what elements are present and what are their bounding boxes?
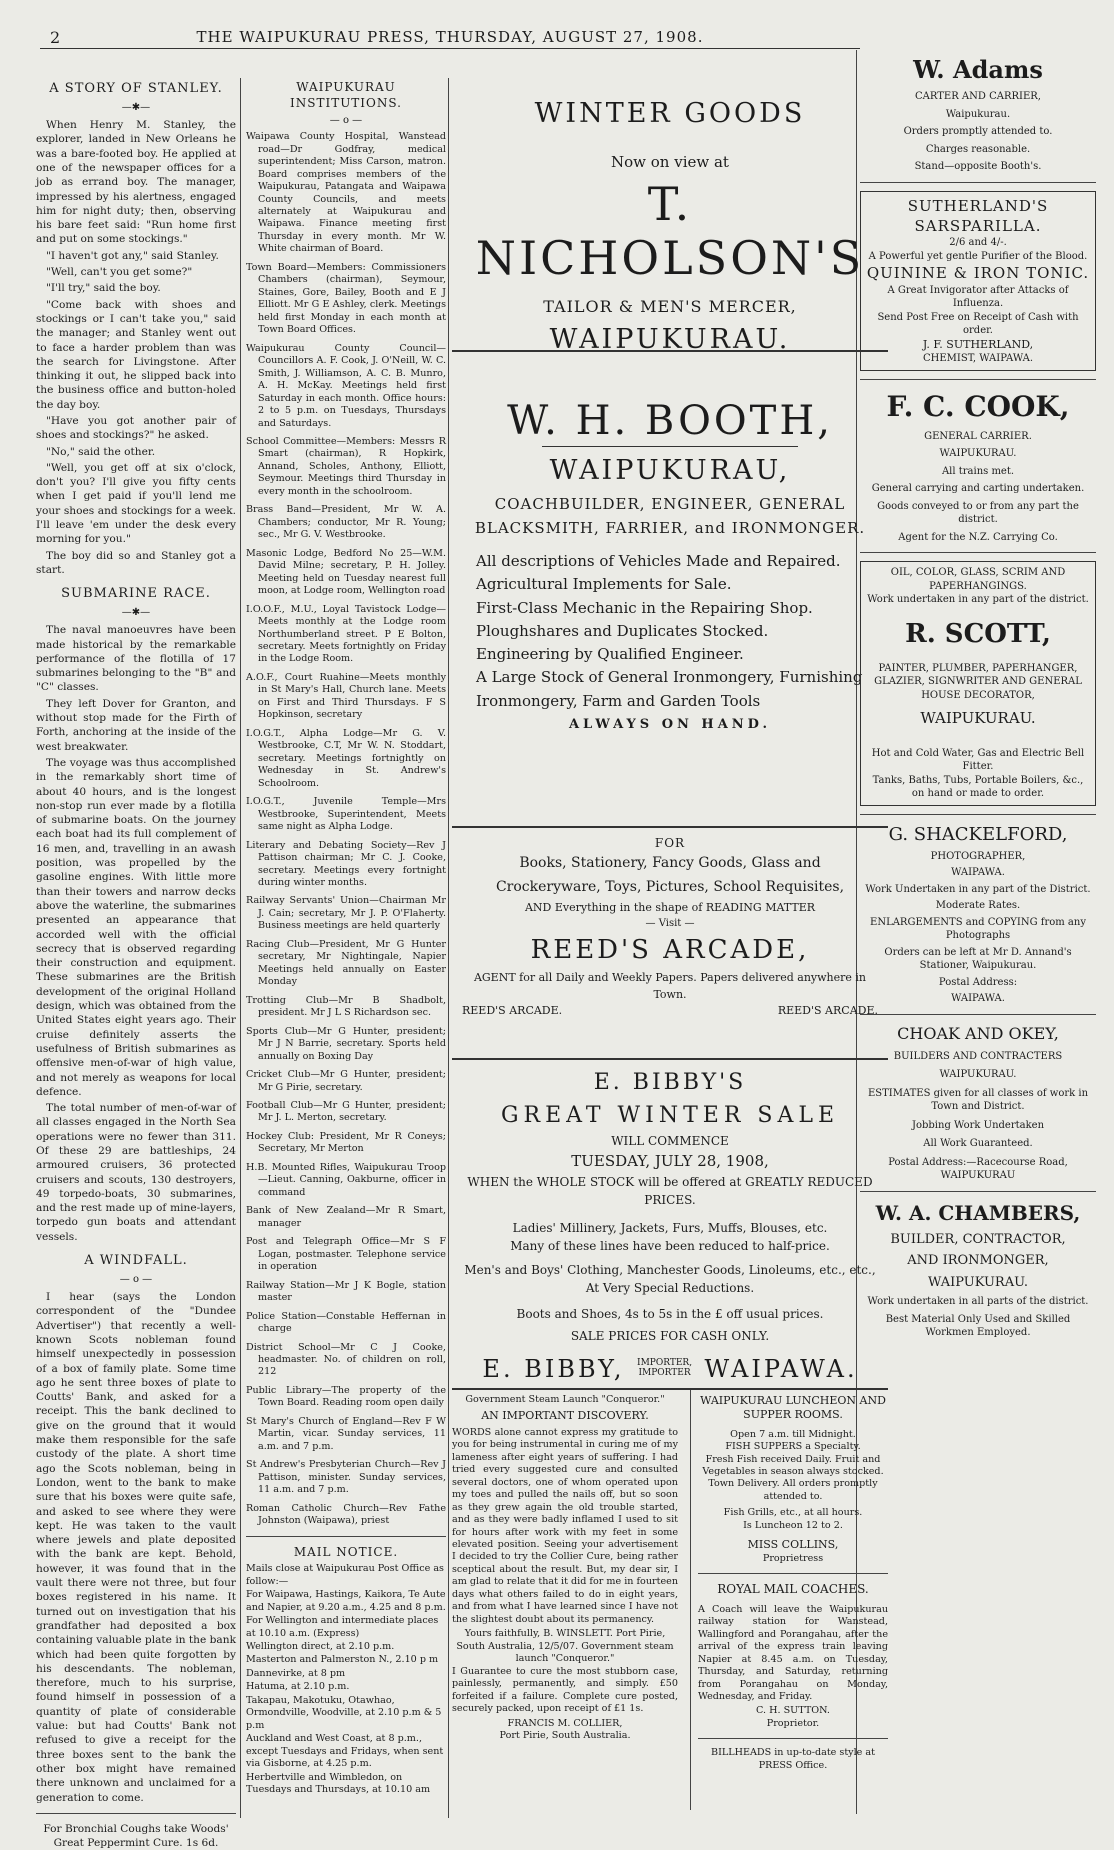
text: PAINTER, PLUMBER, PAPERHANGER, GLAZIER, SIGNWRITER AND GENERAL HOUSE DECORATOR, (874, 662, 1082, 701)
headline: GREAT WINTER SALE (500, 1103, 840, 1128)
text: BILLHEADS in up-to-date style at PRESS Office. (711, 1747, 875, 1771)
institution-entry: Town Board—Members: Commissioners Chambers (chairman), Seymour, Staines, Gore, Bailey, Booth and E J Elliott. Mr G E Ashley, clerk. Meetings held first Monday in each month at Town Board Offices. (246, 261, 446, 336)
institution-entry: St Andrew's Presbyterian Church—Rev J Pattison, minister. Sunday services, 11 a.m. and 7 p.m. (246, 1459, 446, 1496)
ornament: —✱— (121, 606, 151, 618)
text: Now on view at (611, 153, 729, 171)
divider (860, 552, 1096, 553)
divider (860, 1014, 1096, 1015)
text: All Work Guaranteed. (923, 1138, 1033, 1150)
text: W. A. CHAMBERS, (875, 1200, 1081, 1225)
item: First-Class Mechanic in the Repairing Shop. (476, 598, 813, 617)
text: Work undertaken in all parts of the district. (867, 1296, 1089, 1308)
text: CHEMIST, WAIPAWA. (922, 353, 1034, 365)
mail-line: Masterton and Palmerston N., 2.10 p m (246, 1654, 439, 1666)
institution-entry: I.O.G.T., Juvenile Temple—Mrs Westbrooke, Superintendent, Meets same night as Alpha Lodge. (246, 796, 446, 833)
text: Goods conveyed to or from any part the district. (877, 500, 1079, 526)
text: Send Post Free on Receipt of Cash with order. (877, 311, 1079, 337)
divider (860, 182, 1096, 183)
institution-entry: Sports Club—Mr G Hunter, president; Mr J N Barrie, secretary. Sports held annually on Boxing Day (246, 1025, 446, 1062)
text: J. F. SUTHERLAND, (922, 337, 1034, 351)
advert-chambers (860, 1200, 1096, 1340)
text: General carrying and carting undertaken. (871, 483, 1085, 495)
text: Proprietor. (766, 1717, 820, 1729)
mail-line: Mails close at Waipukurau Post Office as follow:— (246, 1563, 444, 1587)
text: TUESDAY, JULY 28, 1908, (571, 1152, 769, 1170)
mail-line: For Wellington and intermediate places at 10.10 a.m. (Express) (246, 1615, 439, 1639)
column-rule (240, 78, 241, 1818)
text: AND IRONMONGER, (907, 1253, 1049, 1269)
advert-shackelford (860, 823, 1096, 1006)
text: WAIPAWA. (951, 993, 1005, 1005)
text: Open 7 a.m. till Midnight. (730, 1428, 856, 1440)
text: R. SCOTT, (905, 618, 1051, 649)
divider (246, 1536, 446, 1537)
text: QUININE & IRON TONIC. (866, 264, 1090, 283)
headline: W. H. BOOTH, (507, 398, 833, 444)
mail-line: Herbertville and Wimbledon, on Tuesdays and Thursdays, at 10.10 am (246, 1771, 431, 1796)
text: Charges reasonable. (925, 143, 1031, 155)
article-title: SUBMARINE RACE. (61, 586, 211, 602)
text: WAIPUKURAU LUNCHEON AND SUPPER ROOMS. (700, 1394, 886, 1422)
paragraph: "I haven't got any," said Stanley. (46, 249, 219, 262)
text: WHEN the WHOLE STOCK will be offered at GREATLY REDUCED PRICES. (467, 1174, 873, 1207)
column-2 (246, 78, 446, 1813)
text: Many of these lines have been reduced to half-price. (510, 1238, 830, 1253)
mail-line: Hatuma, at 2.10 p.m. (246, 1681, 350, 1693)
column-4 (860, 54, 1096, 1814)
institutions-list (246, 131, 446, 1527)
text: Port Pirie, South Australia. (499, 1730, 631, 1742)
divider (860, 379, 1096, 380)
text: WAIPUKURAU. (939, 448, 1017, 460)
text: MISS COLLINS, (747, 1538, 839, 1552)
institution-entry: Cricket Club—Mr G Hunter, president; Mr G Pirie, secretary. (246, 1069, 446, 1093)
divider (452, 826, 888, 828)
text: Hot and Cold Water, Gas and Electric Bell Fitter. (871, 747, 1085, 773)
institution-entry: I.O.O.F., M.U., Loyal Tavistock Lodge—Meets monthly at the Lodge room Northumberland street. P E Bolton, secretary. Meets fortnightly on Friday in the Lodge Room. (246, 603, 446, 665)
text: WAIPAWA. (951, 867, 1005, 879)
text: CARTER AND CARRIER, (915, 91, 1041, 103)
institution-entry: Post and Telegraph Office—Mr S F Logan, postmaster. Telephone service in operation (246, 1236, 446, 1273)
institution-entry: H.B. Mounted Rifles, Waipukurau Troop—Lieut. Canning, Oakburne, officer in command (246, 1161, 446, 1198)
column-rule (448, 78, 449, 1818)
text: WILL COMMENCE (611, 1134, 729, 1148)
headline: E. BIBBY'S (593, 1070, 747, 1095)
paragraph: "Well, can't you get some?" (46, 266, 193, 279)
institution-entry: Waipawa County Hospital, Wanstead road—Dr Godfray, medical superintendent; Miss Carson, matron. Board comprises members of the Waipukurau, Patangata and Waipawa County Councils, and meets alternately at Waipukurau and Waipawa. Finance meeting first Thursday in every month. Mr W. White chairman of Board. (246, 131, 446, 255)
article-body (36, 118, 236, 577)
text: Boots and Shoes, 4s to 5s in the £ off usual prices. (516, 1306, 824, 1321)
paragraph: The voyage was thus accomplished in the remarkably short time of about 40 hours, and is the longest non-stop run ever made by a flotilla of submarine boats. On the journey each boat had its full complement of 16 men, and, travelling in an awash position, was propelled by the gasoline engines. With little more than their towers and narrow decks above the waterline, the submarines presented an appearance that accorded well with the official secrecy that is observed regarding their construction and equipment. These submarines are the British development of the original Holland design, which was obtained from the United States eight years ago. Their cruise definitely asserts the usefulness of British submarines as offensive men-of-war of high value, and not merely as weapons for local defence. (36, 756, 236, 1098)
text: ESTIMATES given for all classes of work in Town and District. (867, 1087, 1089, 1113)
text: Moderate Rates. (935, 900, 1021, 912)
masthead-title: THE WAIPUKURAU PRESS, THURSDAY, AUGUST 27, 1908. (196, 28, 704, 46)
column-1 (36, 78, 236, 1850)
institution-entry: Literary and Debating Society—Rev J Pattison chairman; Mr C. J. Cooke, secretary. Meetings every fortnight during winter months. (246, 839, 446, 888)
item-list (452, 550, 888, 713)
column-rule (690, 1390, 691, 1810)
mail-line: Dannevirke, at 8 pm (246, 1667, 346, 1679)
text: I Guarantee to cure the most stubborn case, painlessly, permanently, and simply. £50 forfeited if a failure. Complete cure posted, securely packed, upon receipt of £1 1s. (452, 1665, 678, 1715)
text: SUTHERLAND'S SARSPARILLA. (907, 196, 1049, 236)
advert-collier (452, 1394, 678, 1742)
text: Best Material Only Used and Skilled Workmen Employed. (885, 1313, 1071, 1339)
institution-entry: Football Club—Mr G Hunter, president; Mr J. L. Merton, secretary. (246, 1100, 446, 1124)
advert-scott (860, 561, 1096, 805)
article-title: MAIL NOTICE. (293, 1544, 399, 1559)
mail-line: For Waipawa, Hastings, Kaikora, Te Aute and Napier, at 9.20 a.m., 4.25 and 8 p.m. (246, 1589, 446, 1613)
text: All trains met. (941, 465, 1015, 477)
headline: WINTER GOODS (534, 98, 806, 129)
item: A Large Stock of General Ironmongery, Furnishing Ironmongery, Farm and Garden Tools (476, 668, 863, 710)
text: Orders promptly attended to. (903, 126, 1053, 138)
item: Ploughshares and Duplicates Stocked. (476, 621, 769, 640)
text: Waipukurau. (945, 108, 1011, 120)
column-3 (452, 58, 888, 1813)
article-title: WAIPUKURAU INSTITUTIONS. (289, 80, 402, 110)
divider (452, 350, 888, 352)
testimonial: WORDS alone cannot express my gratitude to you for being instrumental in curing me of my lameness after eight years of suffering. I had tried every suggested cure and consulted several doctors, one of whom operated upon my toes and pulled the nails off, but so soon as they grew again the old trouble started, and as they were badly inflamed I used to sit for hours after work with my feet in some elevated position. Seeing your advertisement I decided to try the Collier Cure, being rather sceptical about the result. But, my dear sir, I am glad to relate that it did for me in fourteen days what others failed to do in eight years, and from what I have learned since I have not the slightest doubt about its permanency. (452, 1426, 678, 1625)
text: — Visit — (645, 918, 695, 930)
paragraph: They left Dover for Granton, and without stop made for the Firth of Forth, anchoring at the inside of the west breakwater. (36, 697, 236, 753)
advert-bibby (452, 1066, 888, 1387)
paragraph: "I'll try," said the boy. (46, 282, 161, 295)
advert-reed (452, 834, 888, 1020)
advert-nicholson (452, 98, 888, 355)
text: Proprietress (762, 1552, 824, 1564)
institution-entry: Waipukurau County Council—Councillors A. F. Cook, J. O'Neill, W. C. Smith, J. Williamson, A. C. B. Munro, A. H. McKay. Meetings held first Saturday in each month. Office hours: 2 to 5 p.m. on Tuesdays, Thursdays and Saturdays. (246, 342, 446, 429)
text: C. H. SUTTON. (756, 1705, 830, 1717)
paragraph: When Henry M. Stanley, the explorer, landed in New Orleans he was a bare-footed boy. He applied at one of the newspaper offices for a job as errand boy. The manager, impressed by his alertness, engaged him for night duty; then, observing his bare feet said: "Run home first and put on some stockings." (36, 119, 236, 246)
text: Work Undertaken in any part of the District. (865, 883, 1091, 895)
text: WAIPUKURAU. (939, 1069, 1017, 1081)
text: Jobbing Work Undertaken (911, 1119, 1045, 1131)
text: FRANCIS M. COLLIER, (507, 1717, 623, 1729)
institution-entry: School Committee—Members: Messrs R Smart (chairman), R Hopkirk, Annand, Scholes, Anthony, Elliott, Seymour. Meetings third Thursday in every month in the schoolroom. (246, 435, 446, 497)
paragraph: "No," said the other. (46, 445, 156, 458)
advert-cook (860, 388, 1096, 544)
text: Postal Address:—Racecourse Road, WAIPUKURAU (888, 1156, 1068, 1182)
text: Men's and Boys' Clothing, Manchester Goods, Linoleums, etc., etc., (464, 1262, 876, 1277)
institution-entry: Brass Band—President, Mr W. A. Chambers; conductor, Mr R. Young; sec., Mr G. V. Westbrooke. (246, 504, 446, 541)
text: Books, Stationery, Fancy Goods, Glass and Crockeryware, Toys, Pictures, School Requisites, (495, 855, 845, 895)
advert-choak-okey (860, 1023, 1096, 1183)
institution-entry: A.O.F., Court Ruahine—Meets monthly in St Mary's Hall, Church lane. Meets on First and Third Thursdays. F S Hopkinson, secretary (246, 671, 446, 721)
institution-entry: Racing Club—President, Mr G Hunter secretary, Mr Nightingale, Napier Meetings held annually on Easter Monday (246, 938, 446, 988)
headline: WAIPUKURAU. (549, 324, 791, 355)
paragraph: The total number of men-of-war of all classes engaged in the North Sea operations were no fewer than 311. Of these 29 are battleships, 24 armoured cruisers, 36 protected cruisers and scouts, 130 destroyers, 49 torpedo-boats, 30 submarines, and the rest made up of mine-layers, torpedo gun boats and attendant vessels. (36, 1102, 236, 1243)
divider (452, 1058, 888, 1060)
text: Yours faithfully, B. WINSLETT. Port Pirie, South Australia, 12/5/07. Government steam launch "Conqueror." (456, 1628, 674, 1665)
institution-entry: Bank of New Zealand—Mr R Smart, manager (246, 1205, 446, 1229)
article-title: A STORY OF STANLEY. (49, 81, 223, 96)
article-title: A WINDFALL. (84, 1253, 188, 1269)
text: ROYAL MAIL COACHES. (717, 1582, 869, 1597)
institution-entry: I.O.G.T., Alpha Lodge—Mr G. V. Westbrooke, C.T, Mr W. N. Stoddart, secretary. Meetings fortnightly on Wednesday in St. Andrew's Schoolroom. (246, 727, 446, 789)
text: G. SHACKELFORD, (888, 823, 1068, 845)
text: F. C. COOK, (886, 389, 1070, 423)
text: TAILOR & MEN'S MERCER, (543, 297, 797, 316)
institution-entry: St Mary's Church of England—Rev F W Martin, vicar. Sunday services, 11 a.m. and 7 p.m. (246, 1415, 446, 1452)
underline (542, 446, 798, 447)
divider (36, 1813, 236, 1814)
divider (860, 1191, 1096, 1192)
text: Is Luncheon 12 to 2. (743, 1519, 843, 1531)
text: CHOAK AND OKEY, (897, 1023, 1059, 1043)
institution-entry: Railway Station—Mr J K Bogle, station master (246, 1279, 446, 1304)
text: REED'S ARCADE. (777, 1004, 878, 1018)
text: A Powerful yet gentle Purifier of the Blood. (868, 250, 1088, 262)
institution-entry: Trotting Club—Mr B Shadbolt, president. Mr J L S Richardson sec. (246, 994, 446, 1019)
text: WAIPUKURAU. (928, 1274, 1028, 1290)
mail-list (246, 1563, 446, 1796)
text: WAIPUKURAU. (920, 709, 1036, 728)
text: A Coach will leave the Waipukurau railway station for Wanstead, Wallingford and Porangahau, after the arrival of the express train leaving Napier at 8.45 a.m. on Tuesday, Thursday, and Saturday, returning from Porangahau on Monday, Wednesday, and Friday. (698, 1603, 888, 1702)
article-body (36, 1290, 236, 1805)
mail-line: Auckland and West Coast, at 8 p.m., except Tuesdays and Fridays, when sent via Gisborne, at 4.25 p.m. (246, 1733, 444, 1770)
page-number: 2 (50, 28, 61, 47)
ornament: — o — (329, 115, 363, 127)
divider (860, 814, 1096, 815)
text: REED'S ARCADE. (462, 1004, 563, 1018)
paragraph: The boy did so and Stanley got a start. (36, 549, 236, 576)
text: PHOTOGRAPHER, (930, 850, 1026, 862)
institution-entry: Roman Catholic Church—Rev Fathe Johnston (Waipawa), priest (246, 1502, 446, 1527)
text: AGENT for all Daily and Weekly Papers. Papers delivered anywhere in Town. (473, 971, 867, 1001)
text: At Very Special Reductions. (585, 1280, 755, 1295)
institution-entry: Masonic Lodge, Bedford No 25—W.M. David Milne; secretary, P. H. Jolley. Meeting held on Tuesday nearest full moon, at Lodge room, Wellington road (246, 547, 446, 597)
mail-line: Takapau, Makotuku, Otawhao, Ormondville, Woodville, at 2.10 p.m & 5 p.m (246, 1694, 442, 1731)
headline: WAIPUKURAU, (549, 455, 791, 486)
headline: T. NICHOLSON'S (475, 177, 865, 285)
text: Fresh Fish received Daily. Fruit and Vegetables in season always stocked. Town Delivery. All orders promptly attended to. (702, 1453, 884, 1502)
text: BUILDER, CONTRACTOR, (890, 1231, 1066, 1247)
text: IMPORTER, IMPORTER (637, 1357, 693, 1378)
ornament: —✱— (121, 101, 151, 113)
institution-entry: Hockey Club: President, Mr R Coneys; Secretary, Mr Merton (246, 1130, 446, 1155)
paragraph: "Well, you get off at six o'clock, don't you? I'll give you fifty cents when I get paid if you'll lend me your shoes and stockings for a week. I'll leave 'em under the desk every morning for you." (36, 461, 236, 546)
headline: WAIPAWA. (704, 1354, 858, 1383)
text: 2/6 and 4/-. (949, 237, 1007, 249)
masthead (40, 26, 860, 49)
mail-line: Wellington direct, at 2.10 p.m. (246, 1641, 395, 1652)
paragraph: "Come back with shoes and stockings or I can't take you," said the manager; and Stanley went out to face a harder problem than was the search for Livingstone. After thinking it out, he slipped back into the business office and button-holed the day boy. (36, 298, 236, 411)
text: W. Adams (913, 55, 1043, 84)
text: FOR (654, 836, 686, 850)
text: Government Steam Launch "Conqueror." (465, 1394, 665, 1405)
text: GENERAL CARRIER. (924, 430, 1032, 442)
text: Orders can be left at Mr D. Annand's Stationer, Waipukurau. (884, 946, 1072, 972)
text: AND Everything in the shape of READING MATTER (524, 900, 816, 914)
paragraph: The naval manoeuvres have been made historical by the remarkable performance of the flotilla of 17 submarines belonging to the "B" and "C" classes. (36, 624, 236, 694)
item: Agricultural Implements for Sale. (476, 575, 732, 594)
text: BUILDERS AND CONTRACTERS (893, 1050, 1063, 1062)
item: Engineering by Qualified Engineer. (476, 645, 744, 663)
advert-sutherland (860, 191, 1096, 371)
text: Agent for the N.Z. Carrying Co. (898, 531, 1058, 543)
paragraph: I hear (says the London correspondent of the "Dundee Advertiser") that recently a well-known Scots nobleman found himself unexpectedly in possession of a box of family plate. Some time ago he sent three boxes of plate to Coutts' Bank, and asked for a receipt. This the bank declined to give on the ground that it would make them responsible for the safe custody of the plate. A short time ago the Scots nobleman, being in London, went to the bank to make sure that his boxes were quite safe, and asked to see where they were kept. He was taken to the vault where jewels and plate deposited with the bank are kept. Behold, however, it was found that in the vault there were not three, but four boxes registered in his name. It turned out on investigation that his grandfather had deposited a box containing valuable plate in the bank which had been quite forgotten by his descendants. The nobleman, therefore, much to his surprise, found himself in possession of a quantity of plate of considerable value: but had Coutts' Bank not refused to give a receipt for the three boxes sent to the bank the other box might have remained there unknown and unclaimed for a generation to come. (36, 1291, 236, 1804)
text: Tanks, Baths, Tubs, Portable Boilers, &c., on hand or made to order. (872, 774, 1084, 800)
institution-entry: Public Library—The property of the Town Board. Reading room open daily (246, 1384, 446, 1409)
text: Ladies' Millinery, Jackets, Furs, Muffs, Blouses, etc. (512, 1220, 828, 1235)
text: Work undertaken in any part of the district. (867, 594, 1089, 606)
text: Fish Grills, etc., at all hours. (723, 1507, 863, 1519)
text: ALWAYS ON HAND. (568, 716, 772, 732)
institution-entry: Railway Servants' Union—Chairman Mr J. Cain; secretary, Mr J. P. O'Flaherty. Business meetings are held quarterly (246, 895, 446, 932)
advert-booth (452, 398, 888, 732)
divider (452, 1388, 888, 1390)
text: COACHBUILDER, ENGINEER, GENERAL BLACKSMITH, FARRIER, and IRONMONGER. (474, 495, 866, 537)
text: ENLARGEMENTS and COPYING from any Photographs (870, 916, 1086, 942)
headline: REED'S ARCADE, (530, 935, 810, 966)
institution-entry: Police Station—Constable Heffernan in charge (246, 1310, 446, 1335)
text: A Great Invigorator after Attacks of Influenza. (887, 284, 1069, 310)
advert-adams (860, 54, 1096, 174)
advert-coughs: For Bronchial Coughs take Woods' Great Peppermint Cure. 1s 6d. (43, 1822, 229, 1850)
ornament: — o — (119, 1273, 153, 1285)
text: Postal Address: (938, 976, 1018, 988)
paragraph: "Have you got another pair of shoes and stockings?" he asked. (36, 414, 236, 442)
headline: E. BIBBY, (482, 1354, 625, 1383)
text: AN IMPORTANT DISCOVERY. (481, 1409, 649, 1423)
text: Stand—opposite Booth's. (914, 161, 1042, 173)
text: SALE PRICES FOR CASH ONLY. (570, 1328, 770, 1343)
item: All descriptions of Vehicles Made and Repaired. (476, 552, 841, 570)
text: OIL, COLOR, GLASS, SCRIM AND PAPERHANGINGS. (890, 567, 1066, 592)
text: FISH SUPPERS a Specialty. (725, 1441, 861, 1453)
article-body (36, 623, 236, 1244)
institution-entry: District School—Mr C J Cooke, headmaster. No. of children on roll, 212 (246, 1341, 446, 1378)
